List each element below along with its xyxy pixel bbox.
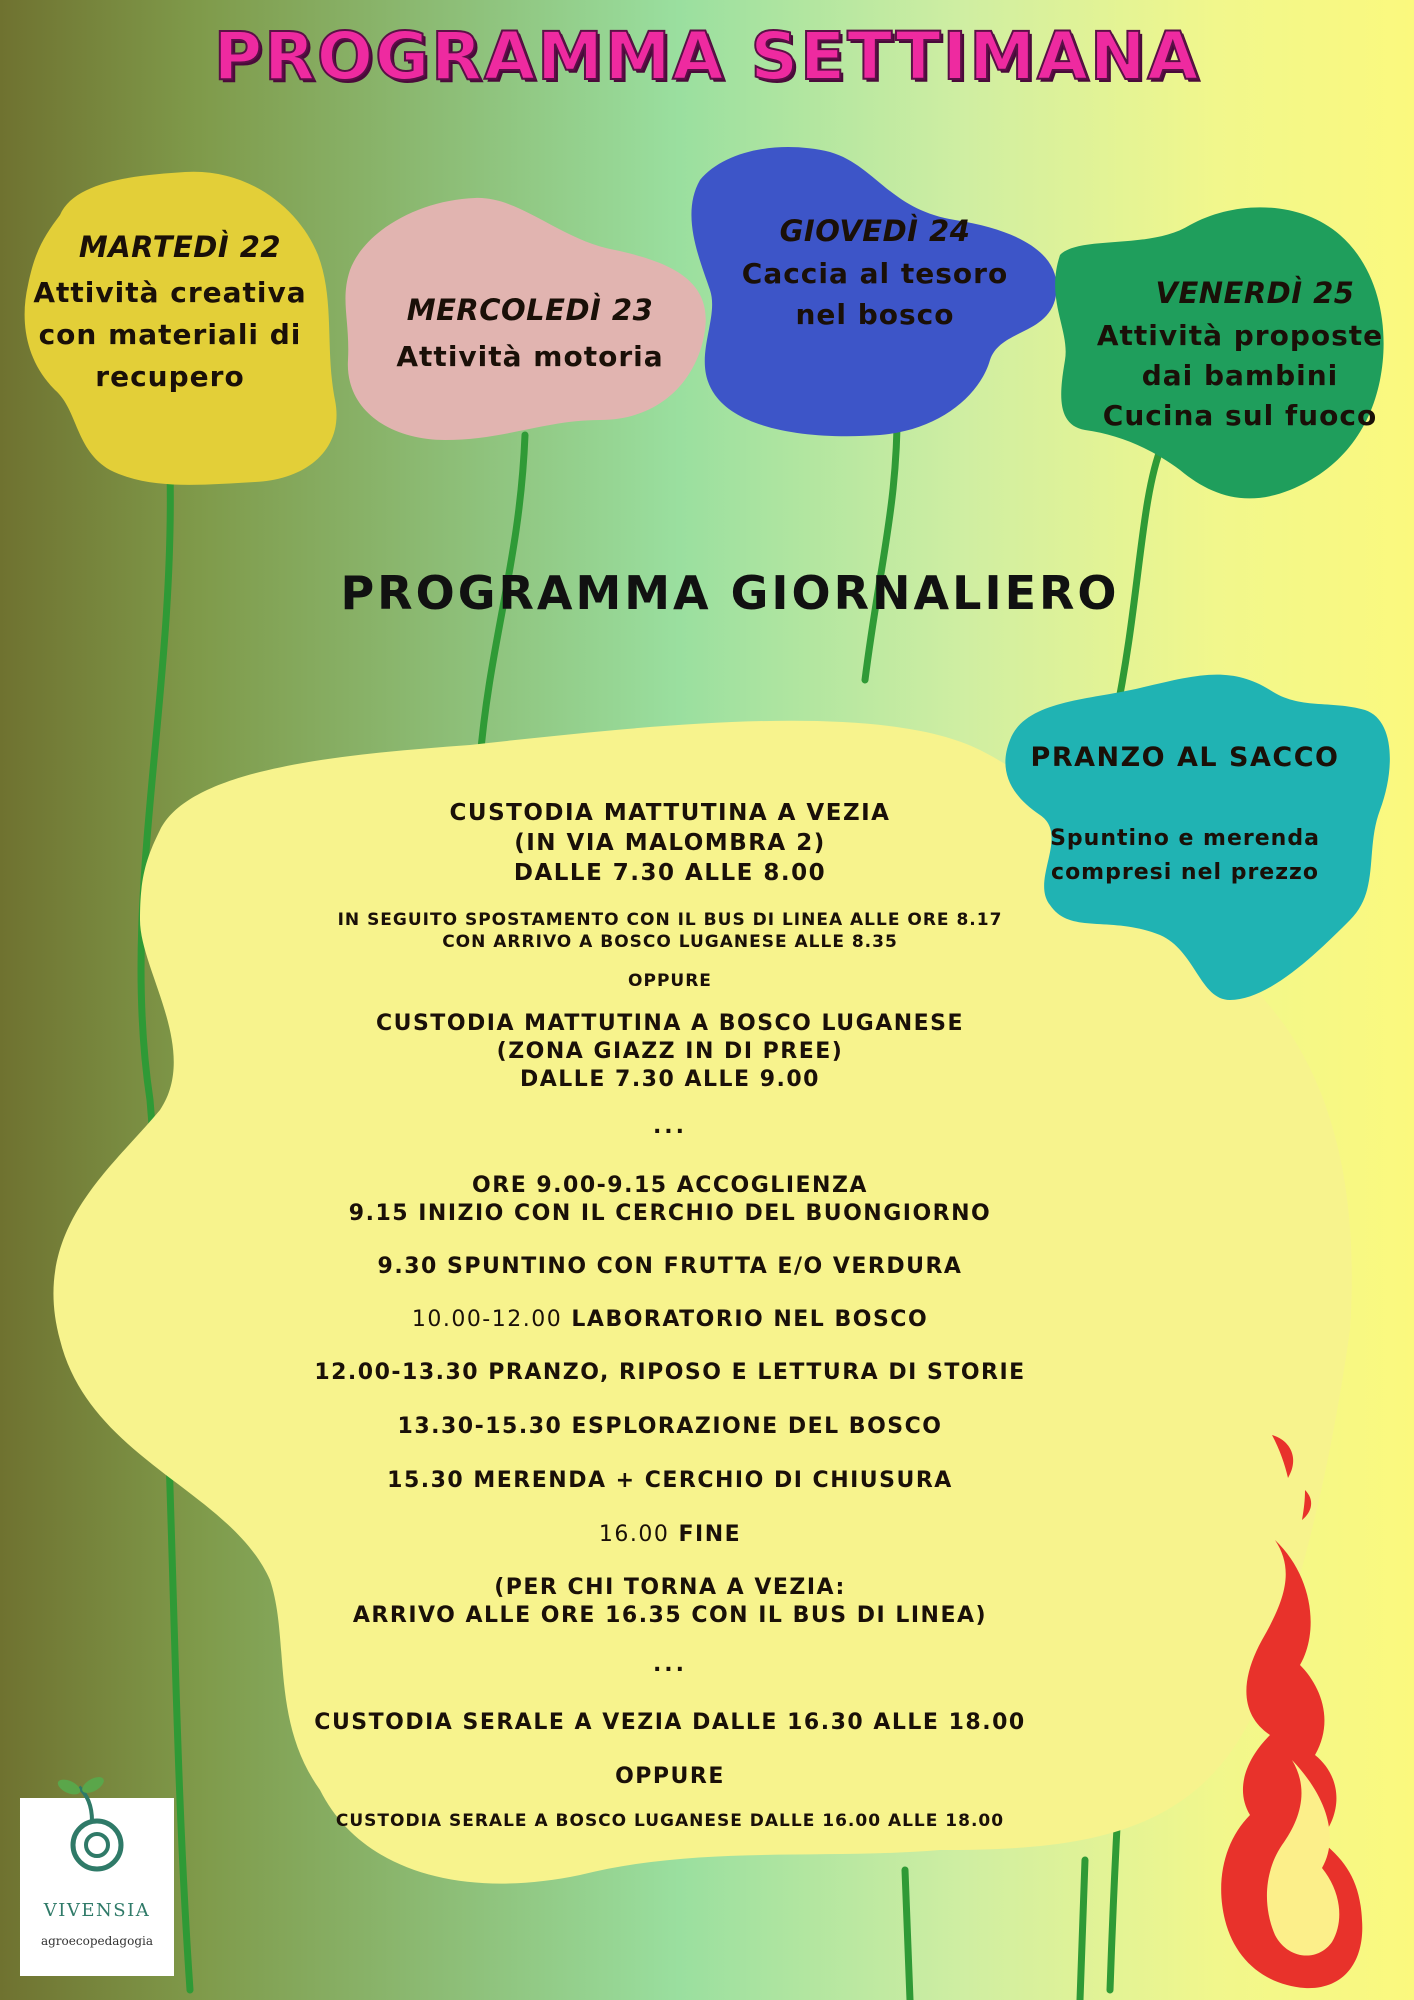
custody-evening-bosco: CUSTODIA SERALE A BOSCO LUGANESE DALLE 16.00 ALLE 18.00: [335, 1811, 1005, 1831]
end-line: [290, 1520, 1050, 1550]
page-title: PROGRAMMA SETTIMANA: [213, 18, 1201, 95]
schedule-line: IN SEGUITO SPOSTAMENTO CON IL BUS DI LINEA ALLE ORE 8.17: [337, 910, 1003, 930]
activity-line: Attività creativa: [33, 276, 307, 309]
snack-line: 9.30 SPUNTINO CON FRUTTA E/O VERDURA: [377, 1254, 963, 1279]
day-activity-friday: [1080, 316, 1400, 436]
schedule-line: CUSTODIA MATTUTINA A BOSCO LUGANESE: [375, 1011, 965, 1036]
activity-line: nel bosco: [795, 298, 955, 331]
activity-line: con materiali di: [38, 318, 302, 351]
schedule-line: (ZONA GIAZZ IN DI PREE): [496, 1039, 844, 1064]
activity-line: Attività motoria: [396, 340, 664, 373]
custody-evening-vezia: CUSTODIA SERALE A VEZIA DALLE 16.30 ALLE 18.00: [314, 1710, 1026, 1735]
lab-line: [290, 1305, 1050, 1335]
day-label-thursday: GIOVEDÌ 24: [779, 214, 971, 248]
schedule-line: ORE 9.00-9.15 ACCOGLIENZA: [472, 1173, 868, 1198]
schedule-line: DALLE 7.30 ALLE 9.00: [520, 1067, 820, 1092]
logo-tagline: agroecopedagogia: [40, 1934, 154, 1948]
afternoon-line: 15.30 MERENDA + CERCHIO DI CHIUSURA: [387, 1468, 953, 1493]
schedule-line: (IN VIA MALOMBRA 2): [514, 830, 826, 856]
stem-bottom-2: [1080, 1860, 1085, 2000]
day-label-tuesday: MARTEDÌ 22: [78, 230, 282, 264]
schedule-line: (PER CHI TORNA A VEZIA:: [494, 1575, 846, 1600]
or-separator-2: OPPURE: [615, 1764, 725, 1789]
daily-program-heading: PROGRAMMA GIORNALIERO: [340, 566, 1120, 620]
return-note: [290, 1574, 1050, 1630]
logo-panel: [20, 1798, 174, 1976]
day-activity-wednesday: [360, 336, 700, 378]
logo-name: VIVENSIA: [43, 1900, 151, 1921]
end-time: 16.00: [598, 1522, 670, 1547]
schedule-line: 9.15 INIZIO CON IL CERCHIO DEL BUONGIORNO: [348, 1201, 992, 1226]
lunch-description: [1000, 822, 1370, 890]
or-separator-1: OPPURE: [628, 971, 712, 991]
lunch-line: Spuntino e merenda: [1050, 826, 1320, 851]
day-activity-thursday: [700, 253, 1050, 335]
custody-morning-bosco: [290, 1010, 1050, 1094]
custody-morning-vezia: [290, 798, 1050, 888]
schedule-line: ARRIVO ALLE ORE 16.35 CON IL BUS DI LINEA): [352, 1603, 988, 1628]
activity-line: Caccia al tesoro: [741, 257, 1009, 290]
lunch-line: compresi nel prezzo: [1051, 860, 1319, 885]
lab-text: LABORATORIO NEL BOSCO: [562, 1307, 929, 1332]
lunch-title: PRANZO AL SACCO: [1030, 742, 1340, 773]
exploration-line: 13.30-15.30 ESPLORAZIONE DEL BOSCO: [397, 1414, 943, 1439]
lunch-rest-line: 12.00-13.30 PRANZO, RIPOSO E LETTURA DI STORIE: [314, 1360, 1026, 1385]
dots-separator-2: ...: [652, 1652, 688, 1677]
activity-line: Cucina sul fuoco: [1102, 399, 1378, 432]
stem-bottom-1: [905, 1870, 910, 2000]
day-label-wednesday: MERCOLEDÌ 23: [406, 293, 654, 327]
bus-note: [270, 909, 1070, 953]
activity-line: dai bambini: [1141, 359, 1339, 392]
schedule-line: CON ARRIVO A BOSCO LUGANESE ALLE 8.35: [442, 932, 898, 952]
day-label-friday: VENERDÌ 25: [1155, 276, 1355, 310]
schedule-line: CUSTODIA MATTUTINA A VEZIA: [449, 800, 891, 826]
welcome-block: [290, 1172, 1050, 1228]
lab-time: 10.00-12.00: [411, 1307, 563, 1332]
day-activity-tuesday: [20, 272, 320, 398]
activity-line: Attività proposte: [1096, 319, 1384, 352]
activity-line: recupero: [95, 360, 245, 393]
dots-separator-1: ...: [652, 1114, 688, 1139]
end-text: FINE: [669, 1522, 742, 1547]
schedule-line: DALLE 7.30 ALLE 8.00: [513, 860, 827, 886]
